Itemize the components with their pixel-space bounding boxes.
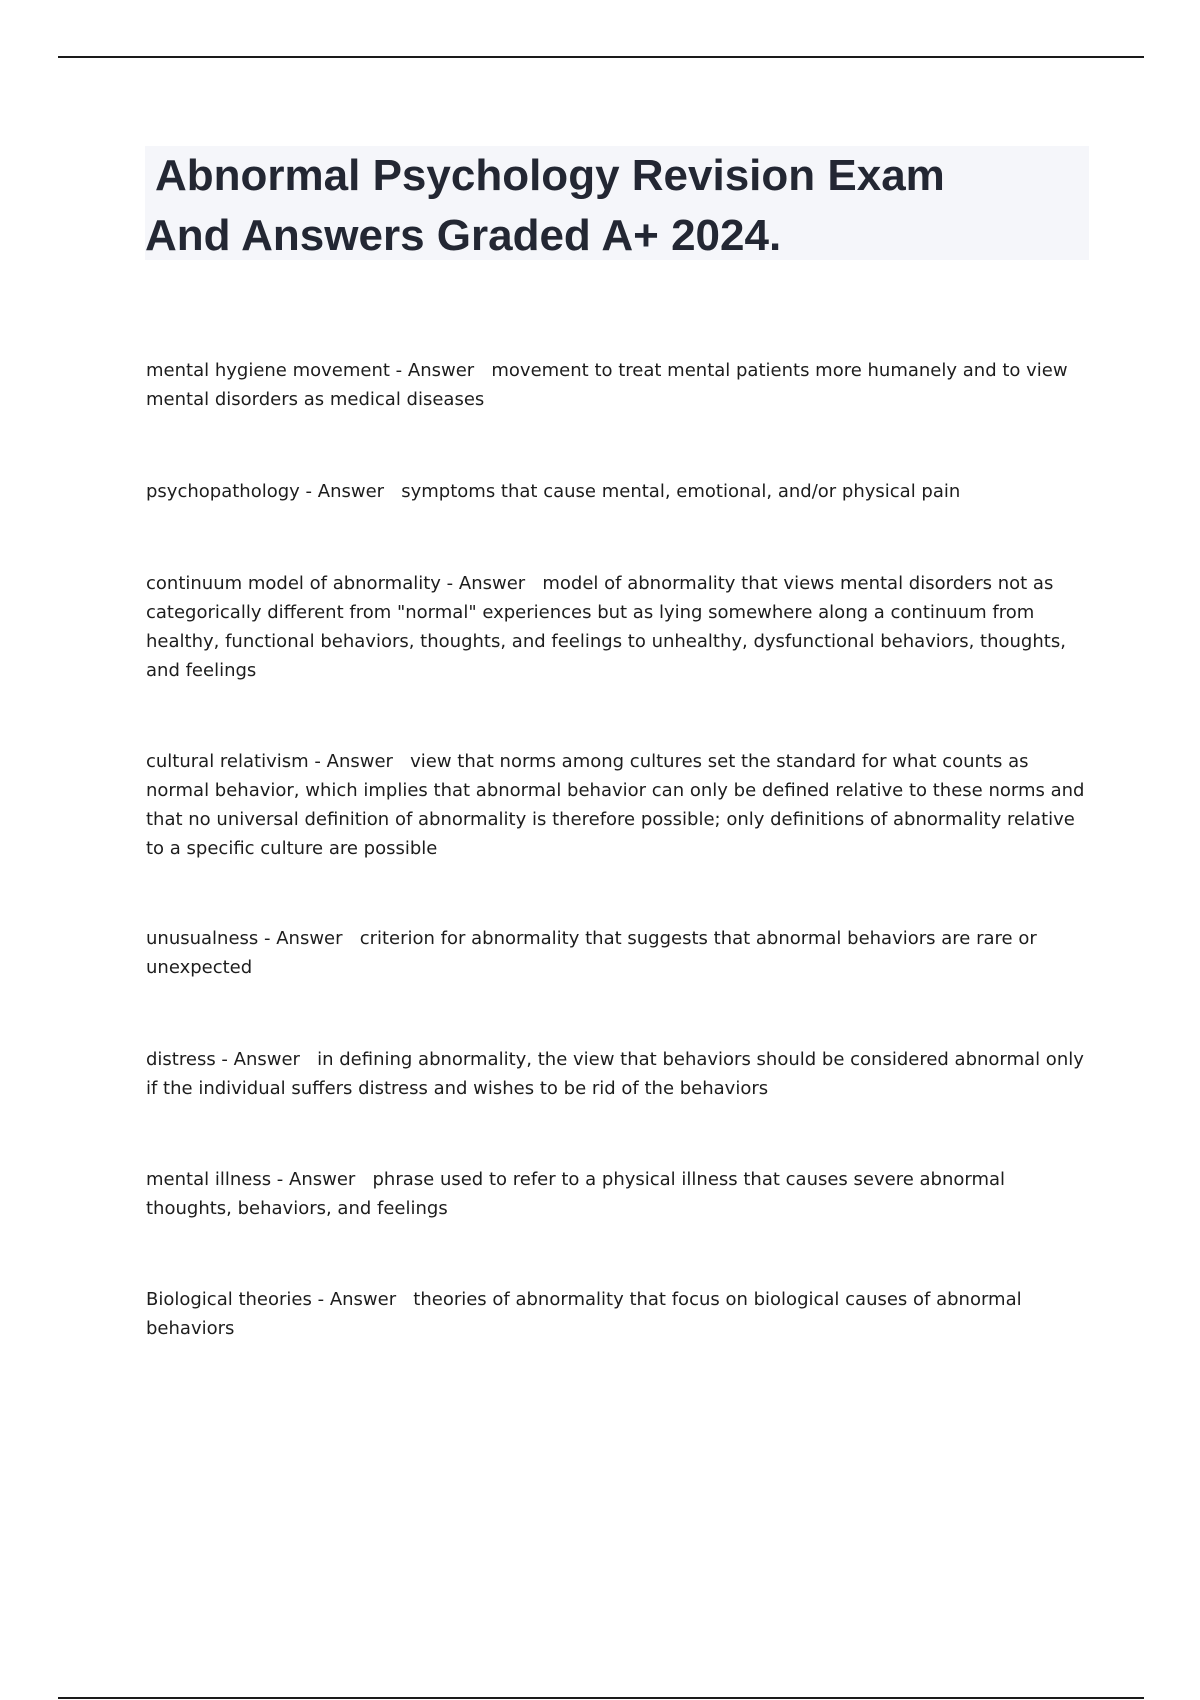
qa-term: mental illness [146,1169,272,1190]
title-line-2: And Answers Graded A+ 2024. [145,211,782,260]
qa-item: distress - Answer in defining abnormality, the view that behaviors should be considered abnormal only if the individual suffers distress and wishes to be rid of the behaviors [146,1049,1084,1099]
qa-term: cultural relativism [146,751,309,772]
qa-item: psychopathology - Answer symptoms that cause mental, emotional, and/or physical pain [146,481,961,502]
top-rule [58,56,1144,58]
qa-answer-label: Answer [276,928,343,949]
qa-term: mental hygiene movement [146,360,390,381]
qa-answer-label: Answer [233,1049,300,1070]
qa-definition: symptoms that cause mental, emotional, and/or physical pain [401,481,961,502]
qa-item: unusualness - Answer criterion for abnormality that suggests that abnormal behaviors are rare or unexpected [146,928,1037,978]
qa-term: continuum model of abnormality [146,573,441,594]
qa-answer-label: Answer [289,1169,356,1190]
qa-definition: model of abnormality that views mental disorders not as categorically different from "normal" experiences but as lying somewhere along a continuum from healthy, functional behaviors, thoughts, and feelings to unhealthy, dysfunctional behaviors, thoughts, and feelings [146,573,1066,681]
qa-answer-label: Answer [407,360,475,381]
qa-definition: movement to treat mental patients more humanely and to view mental disorders as medical diseases [146,360,1068,410]
qa-term: Biological theories [146,1289,312,1310]
qa-item: mental hygiene movement - Answer movement to treat mental patients more humanely and to view mental disorders as medical diseases [146,360,1068,410]
qa-item: continuum model of abnormality - Answer model of abnormality that views mental disorders not as categorically different from "normal" experiences but as lying somewhere along a continuum from healthy, functional behaviors, thoughts, and feelings to unhealthy, dysfunctional behaviors, thoughts, and feelings [146,573,1066,681]
qa-term: unusualness [146,928,259,949]
qa-definition: criterion for abnormality that suggests that abnormal behaviors are rare or unexpected [146,928,1037,978]
title-line-1: Abnormal Psychology Revision Exam [155,151,945,200]
qa-definition: theories of abnormality that focus on biological causes of abnormal behaviors [146,1289,1022,1339]
qa-item: mental illness - Answer phrase used to refer to a physical illness that causes severe abnormal thoughts, behaviors, and feelings [146,1169,1006,1219]
qa-term: distress [146,1049,216,1070]
qa-item: Biological theories - Answer theories of abnormality that focus on biological causes of abnormal behaviors [146,1289,1022,1339]
qa-answer-label: Answer [326,751,393,772]
page-title [145,146,1089,266]
qa-definition: view that norms among cultures set the standard for what counts as normal behavior, which implies that abnormal behavior can only be defined relative to these norms and that no universal definition of abnormality is therefore possible; only definitions of abnormality relative to a specific culture are possible [146,751,1085,859]
qa-answer-label: Answer [317,481,385,502]
qa-definition: in defining abnormality, the view that behaviors should be considered abnormal only if the individual suffers distress and wishes to be rid of the behaviors [146,1049,1084,1099]
qa-answer-label: Answer [458,573,526,594]
bottom-rule [58,1697,1144,1699]
qa-answer-label: Answer [329,1289,397,1310]
qa-item: cultural relativism - Answer view that norms among cultures set the standard for what counts as normal behavior, which implies that abnormal behavior can only be defined relative to these norms and that no universal definition of abnormality is therefore possible; only definitions of abnormality relative to a specific culture are possible [146,751,1085,859]
qa-term: psychopathology [146,481,300,502]
qa-definition: phrase used to refer to a physical illness that causes severe abnormal thoughts, behaviors, and feelings [146,1169,1006,1219]
